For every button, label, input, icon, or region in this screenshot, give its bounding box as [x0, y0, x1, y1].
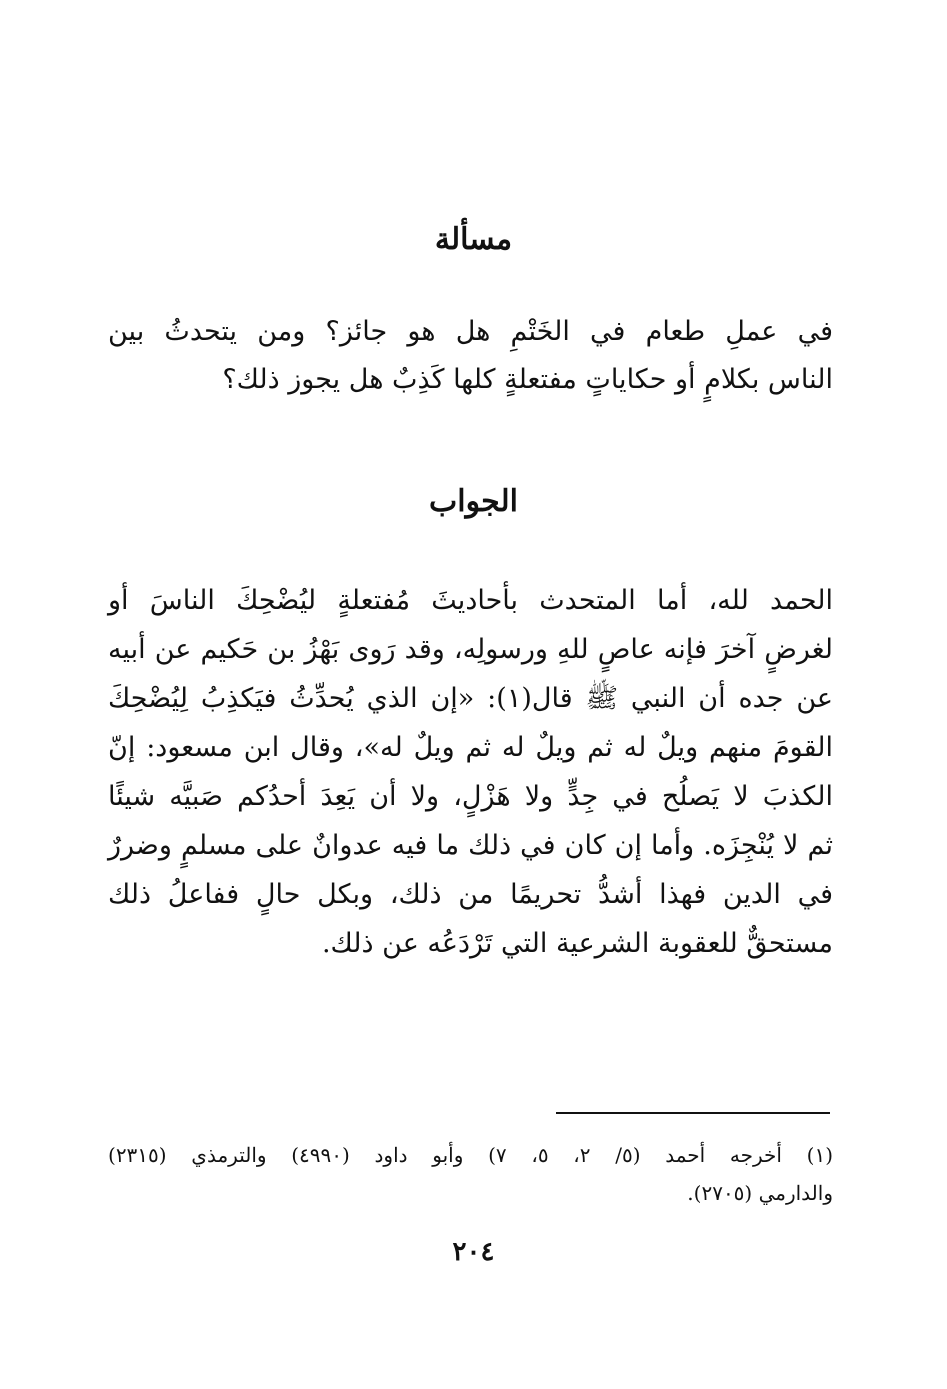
- question-line: في عملِ طعام في الخَتْمِ هل هو جائز؟ ومن يتحدثُ بين: [108, 316, 833, 347]
- answer-line: مستحقٌّ للعقوبة الشرعية التي تَرْدَعُه عن ذلك.: [321, 928, 833, 959]
- footnote: [108, 1136, 833, 1212]
- answer-line: في الدين فهذا أشدُّ تحريمًا من ذلك، وبكل حالٍ ففاعلُ ذلك: [108, 879, 833, 910]
- question-text: [108, 308, 833, 404]
- footnote-line: (١) أخرجه أحمد (٥/ ٢، ٥، ٧) وأبو داود (٤٩٩٠) والترمذي (٢٣١٥): [108, 1143, 833, 1167]
- answer-heading: الجواب: [429, 484, 518, 519]
- answer-line: عن جده أن النبي ﷺ قال(١): «إن الذي يُحدِّثُ فيَكذِبُ لِيُضْحِكَ: [108, 683, 833, 714]
- question-heading: مسألة: [434, 222, 513, 257]
- answer-line: لغرضٍ آخرَ فإنه عاصٍ للهِ ورسولِه، وقد رَوى بَهْزُ بن حَكيم عن أبيه: [108, 634, 833, 665]
- footnote-divider: [556, 1112, 830, 1114]
- footnote-line: والدارمي (٢٧٠٥).: [687, 1181, 833, 1205]
- answer-line: الكذبَ لا يَصلُح في جِدٍّ ولا هَزْلٍ، ولا أن يَعِدَ أحدُكم صَبيَّه شيئًا: [108, 781, 833, 812]
- page-number: ٢٠٤: [452, 1237, 495, 1267]
- question-line: الناس بكلامٍ أو حكاياتٍ مفتعلةٍ كلها كَذِبٌ هل يجوز ذلك؟: [222, 364, 833, 395]
- answer-line: القومَ منهم ويلٌ له ثم ويلٌ له ثم ويلٌ له»، وقال ابن مسعود: إنّ: [108, 732, 833, 763]
- answer-line: الحمد لله، أما المتحدث بأحاديثَ مُفتعلةٍ ليُضْحِكَ الناسَ أو: [108, 585, 833, 616]
- answer-line: ثم لا يُنْجِزَه. وأما إن كان في ذلك ما فيه عدوانٌ على مسلمٍ وضررٌ: [108, 830, 833, 861]
- answer-text: [108, 576, 833, 968]
